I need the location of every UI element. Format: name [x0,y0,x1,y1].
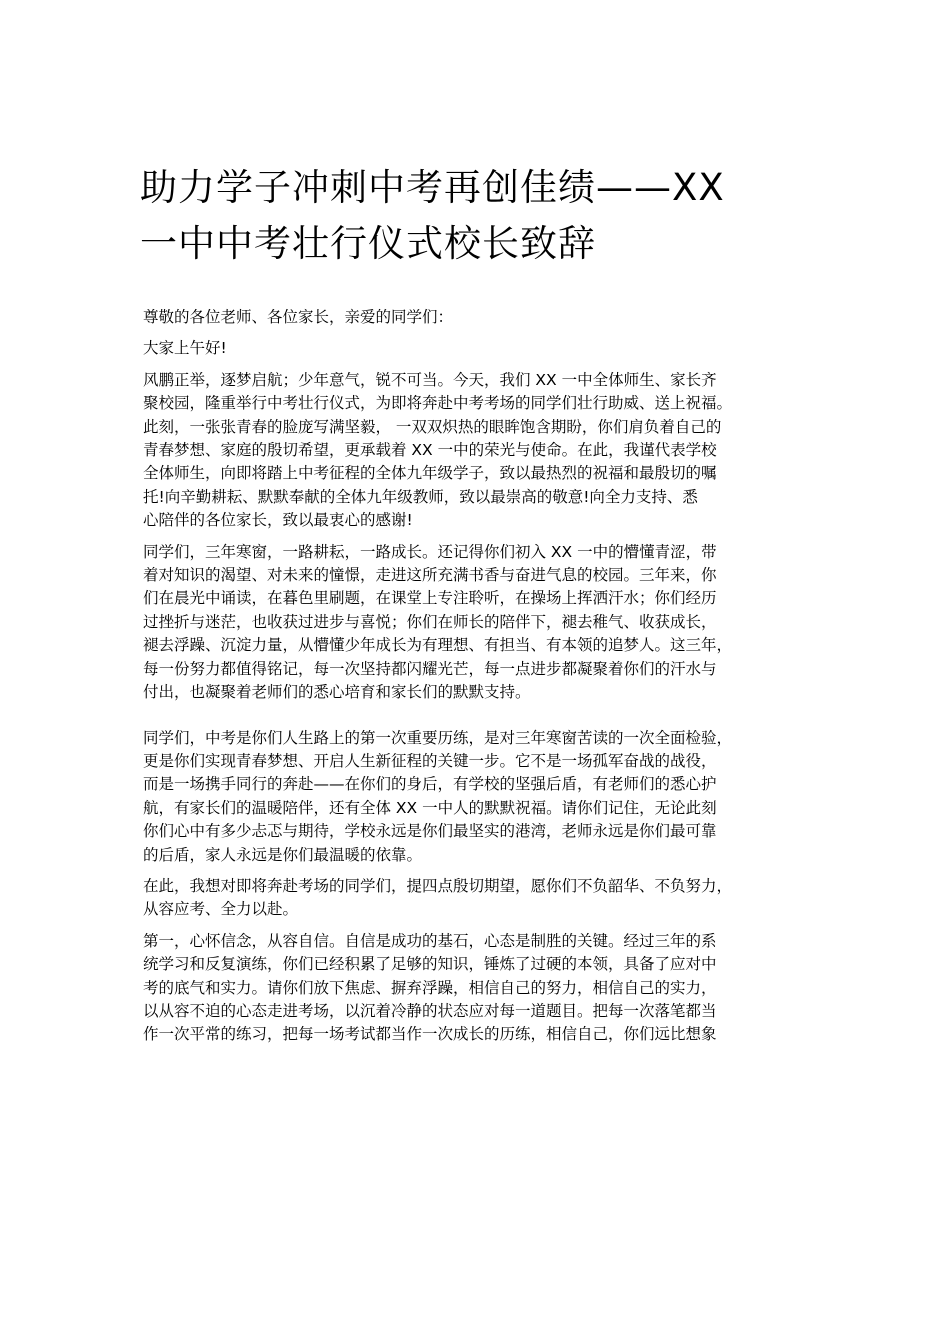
document-title [140,160,820,272]
text-line: 风鹏正举，逐梦启航；少年意气，锐不可当。今天，我们 XX 一中全体师生、家长齐 [143,370,717,389]
salutation-paragraph [143,306,823,329]
body-paragraph [143,727,823,867]
text-line: 全体师生，向即将踏上中考征程的全体九年级学子，致以最热烈的祝福和最殷切的嘱 [143,464,717,483]
text-line: 考的底气和实力。请你们放下焦虑、摒弃浮躁，相信自己的努力，相信自己的实力， [143,978,717,997]
text-line: 们在晨光中诵读，在暮色里刷题，在课堂上专注聆听，在操场上挥洒汗水；你们经历 [143,589,717,608]
text-line: 心陪伴的各位家长，致以最衷心的感谢! [143,511,413,530]
body-paragraph [143,541,823,705]
text-line: 统学习和反复演练，你们已经积累了足够的知识，锤炼了过硬的本领，具备了应对中 [143,955,717,974]
text-line: 青春梦想、家庭的殷切希望，更承载着 XX 一中的荣光与使命。在此，我谨代表学校 [143,441,717,460]
title-line: 助力学子冲刺中考再创佳绩——XX [140,166,725,209]
text-line: 褪去浮躁、沉淀力量，从懵懂少年成长为有理想、有担当、有本领的追梦人。这三年， [143,636,733,655]
document-body [143,306,823,1055]
title-line: 一中中考壮行仪式校长致辞 [140,222,596,265]
text-line: 以从容不迫的心态走进考场，以沉着冷静的状态应对每一道题目。把每一次落笔都当 [143,1001,717,1020]
text-line: 着对知识的渴望、对未来的憧憬，走进这所充满书香与奋进气息的校园。三年来，你 [143,566,717,585]
body-paragraph [143,930,823,1047]
text-line: 同学们，中考是你们人生路上的第一次重要历练，是对三年寒窗苦读的一次全面检验， [143,728,733,747]
text-line: 的后盾，家人永远是你们最温暖的依靠。 [143,845,423,864]
text-line: 尊敬的各位老师、各位家长，亲爱的同学们： [143,308,454,326]
text-line: 更是你们实现青春梦想、开启人生新征程的关键一步。它不是一场孤军奋战的战役， [143,751,717,770]
text-line: 此刻，一张张青春的脸庞写满坚毅， 一双双炽热的眼眸饱含期盼，你们肩负着自己的 [143,417,722,436]
text-line: 你们心中有多少忐忑与期待，学校永远是你们最坚实的港湾，老师永远是你们最可靠 [143,822,717,841]
text-line: 同学们，三年寒窗，一路耕耘，一路成长。还记得你们初入 XX 一中的懵懂青涩，带 [143,542,717,561]
greeting-paragraph [143,337,823,360]
body-paragraph [143,875,823,922]
text-line: 托!向辛勤耕耘、默默奉献的全体九年级教师，致以最崇高的敬意!向全力支持、悉 [143,487,698,506]
text-line: 航，有家长们的温暖陪伴，还有全体 XX 一中人的默默祝福。请你们记住，无论此刻 [143,798,717,817]
text-line: 从容应考、全力以赴。 [143,900,299,919]
text-line: 每一份努力都值得铭记，每一次坚持都闪耀光芒，每一点进步都凝聚着你们的汗水与 [143,659,717,678]
text-line: 第一，心怀信念，从容自信。自信是成功的基石，心态是制胜的关键。经过三年的系 [143,931,717,950]
text-line: 在此，我想对即将奔赴考场的同学们，提四点殷切期望，愿你们不负韶华、不负努力， [143,876,733,895]
body-paragraph [143,369,823,533]
text-line: 过挫折与迷茫，也收获过进步与喜悦；你们在师长的陪伴下，褪去稚气、收获成长， [143,612,717,631]
text-line: 而是一场携手同行的奔赴——在你们的身后，有学校的坚强后盾，有老师们的悉心护 [143,775,717,794]
text-line: 聚校园，隆重举行中考壮行仪式，为即将奔赴中考考场的同学们壮行助威、送上祝福。 [143,394,733,413]
text-line: 付出，也凝聚着老师们的悉心培育和家长们的默默支持。 [143,683,531,702]
text-line: 作一次平常的练习，把每一场考试都当作一次成长的历练，相信自己，你们远比想象 [143,1025,717,1044]
text-line: 大家上午好! [143,339,227,358]
